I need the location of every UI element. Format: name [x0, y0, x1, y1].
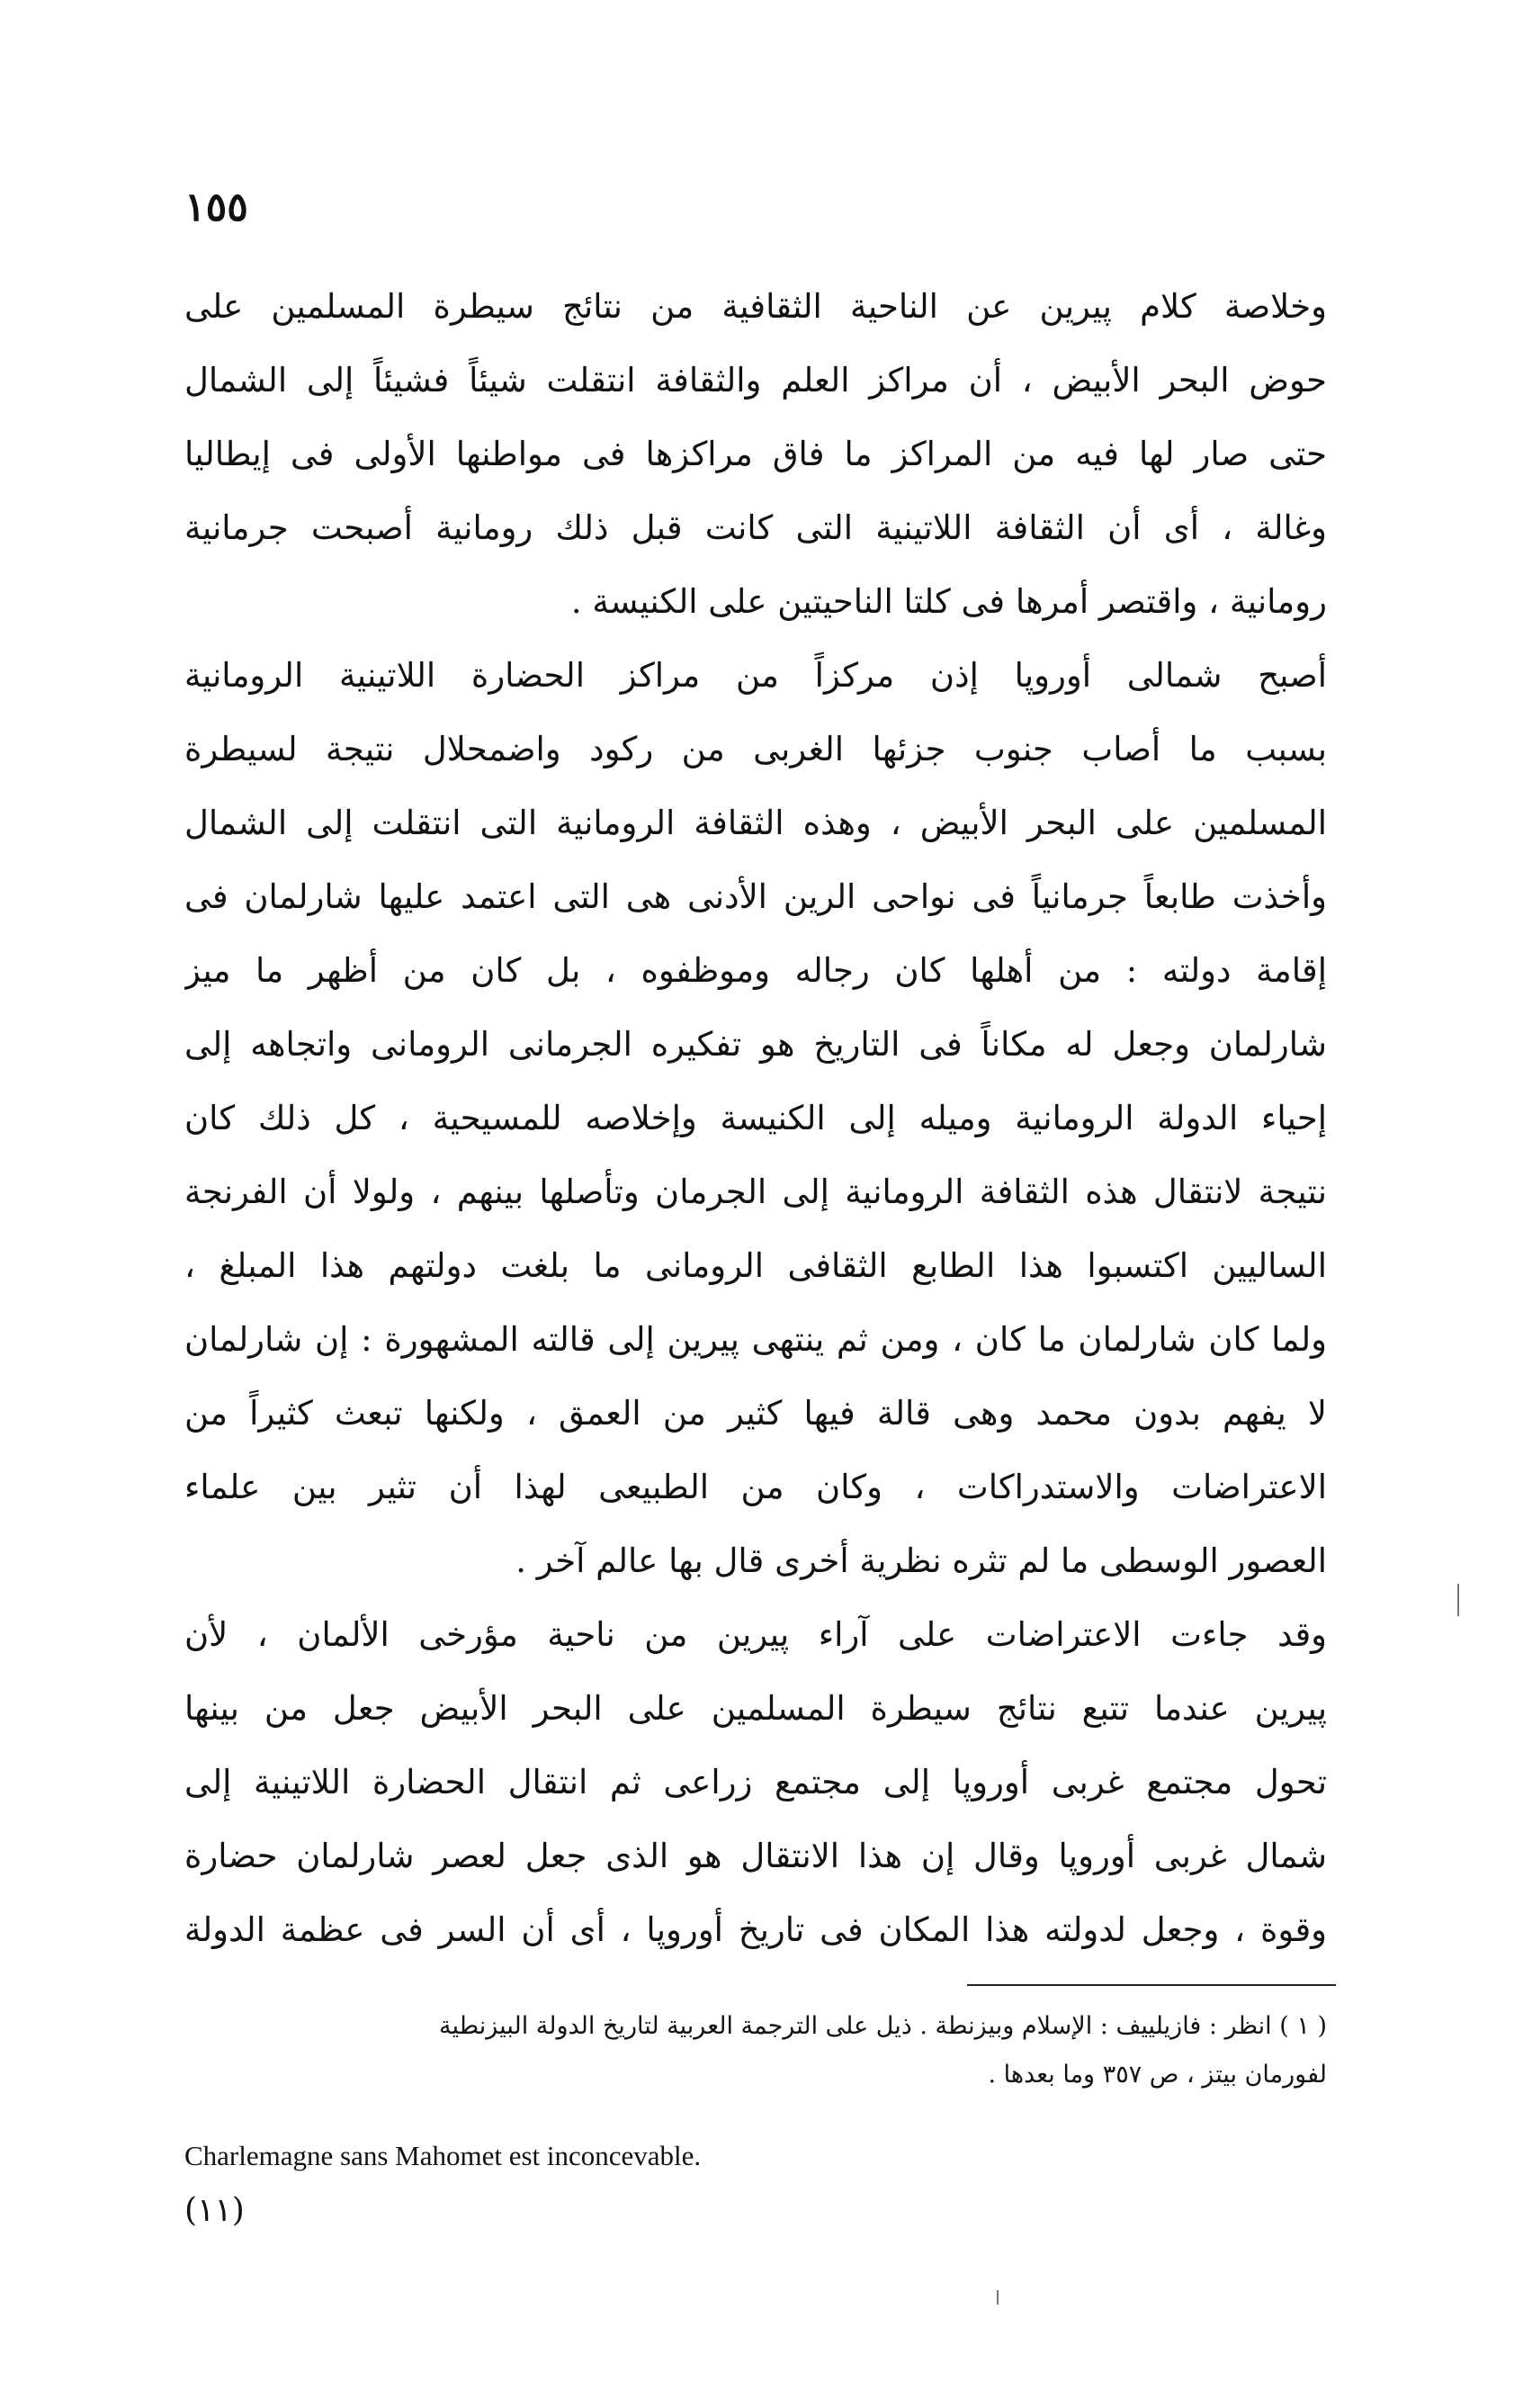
body-text	[184, 270, 1327, 1967]
text-line: پيرين عندما تتبع نتائج سيطرة المسلمين على البحر الأبيض جعل من بينها	[184, 1689, 1327, 1728]
text-line: وقوة ، وجعل لدولته هذا المكان فى تاريخ أوروپا ، أى أن السر فى عظمة الدولة	[184, 1910, 1327, 1949]
text-line: حوض البحر الأبيض ، أن مراكز العلم والثقافة انتقلت شيئاً فشيئاً إلى الشمال	[184, 361, 1327, 400]
text-line: وقد جاءت الاعتراضات على آراء پيرين من ناحية مؤرخى الألمان ، لأن	[184, 1615, 1327, 1654]
footnote	[184, 2002, 1327, 2099]
text-line: نتيجة لانتقال هذه الثقافة الرومانية إلى الجرمان وتأصلها بينهم ، ولولا أن الفرنجة	[184, 1173, 1327, 1211]
paragraph-1	[184, 270, 1327, 639]
footnote-line: لفورمان بيتز ، ص ٣٥٧ وما بعدها .	[988, 2061, 1327, 2089]
signature-mark: (١١)	[184, 2192, 245, 2229]
footnote-divider	[967, 1984, 1336, 1986]
margin-mark	[1457, 1584, 1459, 1616]
page-number: ١٥٥	[184, 184, 248, 230]
text-line: إقامة دولته : من أهلها كان رجاله وموظفوه ، بل كان من أظهر ما ميز	[184, 951, 1327, 990]
text-line: رومانية ، واقتصر أمرها فى كلتا الناحيتين على الكنيسة .	[570, 582, 1327, 621]
text-line: إحياء الدولة الرومانية وميله إلى الكنيسة وإخلاصه للمسيحية ، كل ذلك كان	[184, 1099, 1327, 1137]
text-line: المسلمين على البحر الأبيض ، وهذه الثقافة الرومانية التى انتقلت إلى الشمال	[184, 804, 1327, 842]
margin-mark	[997, 2290, 999, 2305]
paragraph-2	[184, 639, 1327, 1598]
text-line: شارلمان وجعل له مكاناً فى التاريخ هو تفكيره الجرمانى الرومانى واتجاهه إلى	[184, 1025, 1327, 1064]
text-line: بسبب ما أصاب جنوب جزئها الغربى من ركود واضمحلال نتيجة لسيطرة	[184, 730, 1327, 768]
text-line: وأخذت طابعاً جرمانياً فى نواحى الرين الأدنى هى التى اعتمد عليها شارلمان فى	[184, 877, 1327, 916]
text-line: وخلاصة كلام پيرين عن الناحية الثقافية من نتائج سيطرة المسلمين على	[184, 287, 1327, 326]
text-line: حتى صار لها فيه من المراكز ما فاق مراكزها فى مواطنها الأولى فى إيطاليا	[184, 435, 1327, 473]
text-line: الاعتراضات والاستدراكات ، وكان من الطبيعى لهذا أن تثير بين علماء	[184, 1468, 1327, 1506]
text-line: ولما كان شارلمان ما كان ، ومن ثم ينتهى پيرين إلى قالته المشهورة : إن شارلمان	[184, 1320, 1327, 1359]
text-line: أصبح شمالى أوروپا إذن مركزاً من مراكز الحضارة اللاتينية الرومانية	[184, 656, 1327, 695]
footnote-line: ( ١ ) انظر : فازيلييف : الإسلام وبيزنطة . ذيل على الترجمة العربية لتاريخ الدولة البيزنطية	[438, 2012, 1327, 2040]
text-line: تحول مجتمع غربى أوروپا إلى مجتمع زراعى ثم انتقال الحضارة اللاتينية إلى	[184, 1763, 1327, 1802]
text-line: العصور الوسطى ما لم تثره نظرية أخرى قال بها عالم آخر .	[515, 1541, 1327, 1580]
french-quote: Charlemagne sans Mahomet est inconcevable.	[184, 2140, 702, 2171]
text-line: لا يفهم بدون محمد وهى قالة فيها كثير من العمق ، ولكنها تبعث كثيراً من	[184, 1394, 1327, 1433]
text-line: وغالة ، أى أن الثقافة اللاتينية التى كانت قبل ذلك رومانية أصبحت جرمانية	[184, 508, 1327, 547]
text-line: الساليين اكتسبوا هذا الطابع الثقافى الرومانى ما بلغت دولتهم هذا المبلغ ،	[184, 1246, 1327, 1285]
text-line: شمال غربى أوروپا وقال إن هذا الانتقال هو الذى جعل لعصر شارلمان حضارة	[184, 1837, 1327, 1875]
paragraph-3	[184, 1598, 1327, 1967]
